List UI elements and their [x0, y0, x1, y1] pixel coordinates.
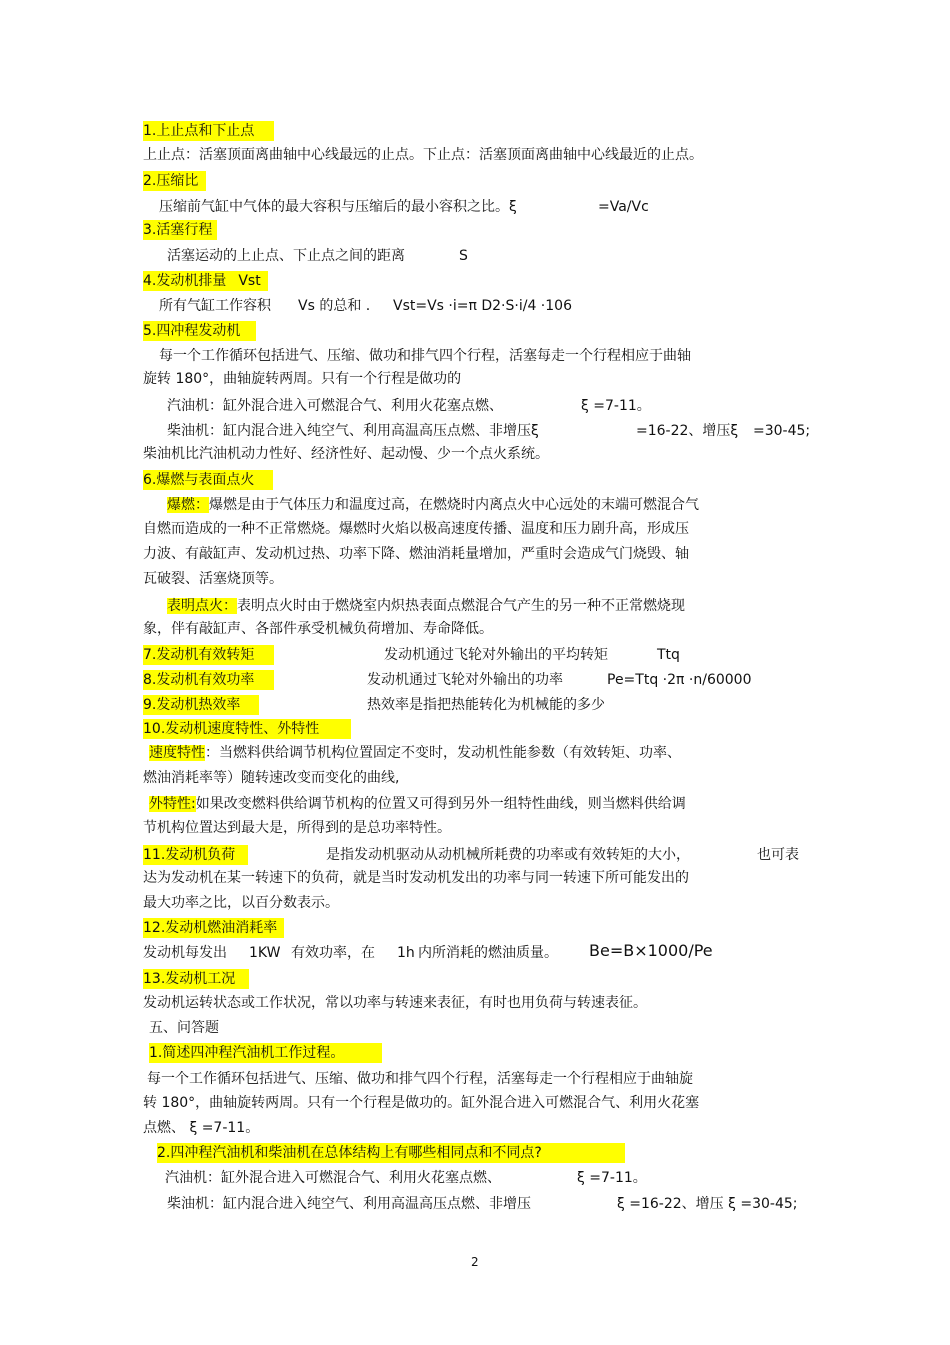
heading-11: 11.发动机负荷	[143, 845, 248, 865]
paragraph-12c: 有效功率，在	[291, 945, 375, 961]
answer-2b-formula: ξ =16-22、增压 ξ =30-45;	[617, 1196, 798, 1212]
formula-3: S	[459, 248, 468, 264]
heading-2: 2.压缩比	[143, 171, 206, 191]
paragraph-13: 发动机运转状态或工作状况，常以功率与转速来表征，有时也用负荷与转速表征。	[143, 995, 647, 1011]
paragraph-3: 活塞运动的上止点、下止点之间的距离	[167, 248, 405, 264]
formula-8: Pe=Ttq ·2π ·n/60000	[607, 672, 752, 688]
paragraph-11a: 是指发动机驱动从动机械所耗费的功率或有效转矩的大小，	[326, 847, 690, 863]
paragraph-10a	[149, 743, 681, 763]
paragraph-6a	[167, 495, 699, 515]
heading-4	[143, 271, 268, 291]
formula-5c: ξ =7-11。	[581, 398, 651, 414]
formula-7: Ttq	[657, 647, 680, 663]
heading-6: 6.爆燃与表面点火	[143, 470, 273, 490]
paragraph-8: 发动机通过飞轮对外输出的功率	[367, 672, 563, 688]
paragraph-5c: 汽油机：缸外混合进入可燃混合气、利用火花塞点燃、	[167, 398, 503, 414]
page-number: 2	[471, 1255, 479, 1269]
paragraph-6e	[167, 596, 685, 616]
paragraph-10a-text: ：当燃料供给调节机构位置固定不变时，发动机性能参数（有效转矩、功率、	[205, 745, 681, 761]
heading-7: 7.发动机有效转矩	[143, 645, 274, 665]
paragraph-11c: 达为发动机在某一转速下的负荷，就是当时发动机发出的功率与同一转速下所可能发出的	[143, 870, 689, 886]
answer-2a-formula: ξ =7-11。	[577, 1170, 647, 1186]
answer-1b: 转 180°，曲轴旋转两周。只有一个行程是做功的。缸外混合进入可燃混合气、利用火花塞	[143, 1095, 700, 1111]
term-speed-characteristic: 速度特性	[149, 745, 205, 761]
heading-4-symbol: Vst	[238, 273, 261, 289]
value-12b: 1KW	[249, 945, 281, 961]
paragraph-2a: 压缩前气缸中气体的最大容积与压缩后的最小容积之比。ξ	[159, 199, 517, 215]
paragraph-12e: 内所消耗的燃油质量。	[418, 945, 558, 961]
heading-1: 1.上止点和下止点	[143, 121, 274, 141]
formula-5d-a: =16-22、增压ξ	[636, 423, 739, 439]
paragraph-6c: 力波、有敲缸声、发动机过热、功率下降、燃油消耗量增加，严重时会造成气门烧毁、轴	[143, 546, 689, 562]
paragraph-6d: 瓦破裂、活塞烧顶等。	[143, 571, 283, 587]
heading-13: 13.发动机工况	[143, 969, 249, 989]
paragraph-6e-text: 表明点火时由于燃烧室内炽热表面点燃混合气产生的另一种不正常燃烧现	[237, 598, 685, 614]
paragraph-9: 热效率是指把热能转化为机械能的多少	[367, 697, 605, 713]
question-2: 2.四冲程汽油机和柴油机在总体结构上有哪些相同点和不同点?	[157, 1143, 625, 1163]
paragraph-7: 发动机通过飞轮对外输出的平均转矩	[384, 647, 608, 663]
paragraph-10c	[149, 794, 686, 814]
section-title: 五、问答题	[149, 1020, 219, 1036]
formula-4: Vst=Vs ·i=π D2·S·i/4 ·106	[393, 298, 572, 314]
heading-5: 5.四冲程发动机	[143, 321, 256, 341]
answer-1a: 每一个工作循环包括进气、压缩、做功和排气四个行程，活塞每走一个行程相应于曲轴旋	[147, 1071, 693, 1087]
heading-3: 3.活塞行程	[143, 220, 217, 240]
heading-12: 12.发动机燃油消耗率	[143, 918, 284, 938]
heading-10: 10.发动机速度特性、外特性	[143, 719, 351, 739]
formula-12: Be=B×1000/Pe	[589, 941, 713, 960]
paragraph-5a: 每一个工作循环包括进气、压缩、做功和排气四个行程，活塞每走一个行程相应于曲轴	[159, 348, 691, 364]
paragraph-6f: 象，伴有敲缸声、各部件承受机械负荷增加、寿命降低。	[143, 621, 493, 637]
formula-2: =Va/Vc	[598, 199, 649, 215]
heading-9: 9.发动机热效率	[143, 695, 259, 715]
paragraph-11d: 最大功率之比，以百分数表示。	[143, 895, 339, 911]
paragraph-10b: 燃油消耗率等）随转速改变而变化的曲线,	[143, 770, 400, 786]
value-12d: 1h	[397, 945, 415, 961]
paragraph-5e: 柴油机比汽油机动力性好、经济性好、起动慢、少一个点火系统。	[143, 446, 549, 462]
paragraph-12a: 发动机每发出	[143, 945, 227, 961]
heading-4-text: 4.发动机排量	[143, 273, 227, 289]
paragraph-6b: 自燃而造成的一种不正常燃烧。爆燃时火焰以极高速度传播、温度和压力剧升高，形成压	[143, 521, 689, 537]
paragraph-5b: 旋转 180°，曲轴旋转两周。只有一个行程是做功的	[143, 371, 462, 387]
paragraph-4b: Vs 的总和 .	[298, 298, 371, 314]
term-surface-ignition: 表明点火：	[167, 598, 237, 614]
paragraph-11b: 也可表	[757, 847, 799, 863]
question-1: 1.简述四冲程汽油机工作过程。	[149, 1043, 382, 1063]
paragraph-6a-text: 爆燃是由于气体压力和温度过高，在燃烧时内离点火中心远处的末端可燃混合气	[209, 497, 699, 513]
answer-2a: 汽油机：缸外混合进入可燃混合气、利用火花塞点燃、	[165, 1170, 501, 1186]
paragraph-10c-text: 如果改变燃料供给调节机构的位置又可得到另外一组特性曲线，则当燃料供给调	[195, 796, 686, 812]
answer-2b: 柴油机：缸内混合进入纯空气、利用高温高压点燃、非增压	[167, 1196, 531, 1212]
paragraph-1: 上止点：活塞顶面离曲轴中心线最远的止点。下止点：活塞顶面离曲轴中心线最近的止点。	[143, 147, 703, 163]
formula-5d-b: =30-45;	[753, 423, 811, 439]
answer-1c: 点燃、 ξ =7-11。	[143, 1120, 260, 1136]
paragraph-10d: 节机构位置达到最大是，所得到的是总功率特性。	[143, 820, 451, 836]
heading-8: 8.发动机有效功率	[143, 670, 274, 690]
paragraph-4a: 所有气缸工作容积	[159, 298, 271, 314]
paragraph-5d: 柴油机：缸内混合进入纯空气、利用高温高压点燃、非增压ξ	[167, 423, 539, 439]
term-external-characteristic: 外特性:	[149, 796, 196, 812]
term-knock: 爆燃：	[167, 497, 209, 513]
